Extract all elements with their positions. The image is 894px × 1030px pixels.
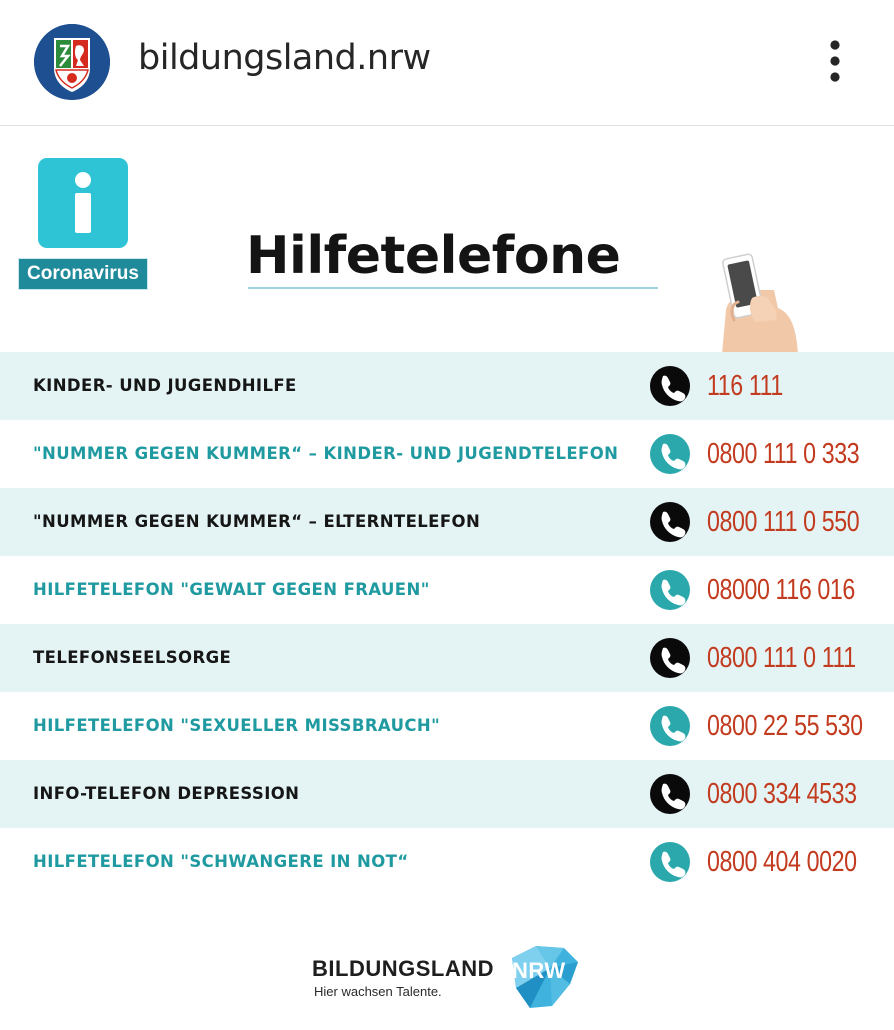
account-name[interactable]: bildungsland.nrw [138, 38, 431, 78]
hotline-label: "NUMMER GEGEN KUMMER“ – ELTERNTELEFON [33, 512, 481, 531]
hotline-row [0, 556, 894, 624]
phone-icon [650, 842, 690, 882]
hotline-label: KINDER- UND JUGENDHILFE [33, 376, 297, 395]
footer-brand: BILDUNGSLAND [312, 956, 494, 981]
hotline-number[interactable]: 116 111 [707, 370, 783, 402]
hotline-label: "NUMMER GEGEN KUMMER“ – KINDER- UND JUGENDTELEFON [33, 444, 619, 463]
hand-holding-phone-icon [716, 250, 802, 354]
top-app-bar [0, 0, 894, 126]
nrw-coat-of-arms-icon[interactable] [34, 24, 110, 100]
phone-icon [650, 366, 690, 406]
hotline-label: INFO-TELEFON DEPRESSION [33, 784, 300, 803]
phone-icon [650, 570, 690, 610]
footer-mark-text: NRW [512, 958, 566, 983]
hotline-number[interactable]: 0800 22 55 530 [707, 710, 863, 742]
phone-icon [650, 502, 690, 542]
headline-underline [248, 287, 658, 289]
hotline-row [0, 624, 894, 692]
hotline-number[interactable]: 0800 111 0 111 [707, 642, 856, 674]
hotline-number[interactable]: 0800 111 0 550 [707, 506, 860, 538]
badge-label: Coronavirus [18, 258, 148, 290]
hotline-list [0, 352, 894, 896]
headline: Hilfetelefone [246, 226, 621, 286]
hotline-label: TELEFONSEELSORGE [33, 648, 232, 667]
footer-slogan: Hier wachsen Talente. [314, 984, 442, 999]
hotline-label: HILFETELEFON "SEXUELLER MISSBRAUCH" [33, 716, 441, 735]
hotline-row [0, 828, 894, 896]
post-image [0, 126, 894, 1030]
phone-icon [650, 434, 690, 474]
info-icon [38, 158, 128, 248]
hotline-number[interactable]: 0800 404 0020 [707, 846, 857, 878]
hotline-row [0, 488, 894, 556]
phone-icon [650, 638, 690, 678]
bildungsland-nrw-logo [312, 944, 592, 1014]
hotline-row [0, 760, 894, 828]
coronavirus-badge [18, 158, 150, 288]
hotline-label: HILFETELEFON "SCHWANGERE IN NOT“ [33, 852, 409, 871]
hotline-row [0, 692, 894, 760]
hotline-number[interactable]: 0800 334 4533 [707, 778, 857, 810]
phone-icon [650, 706, 690, 746]
hotline-label: HILFETELEFON "GEWALT GEGEN FRAUEN" [33, 580, 430, 599]
hotline-number[interactable]: 0800 111 0 333 [707, 438, 860, 470]
hotline-row [0, 420, 894, 488]
phone-icon [650, 774, 690, 814]
more-vertical-icon[interactable] [818, 38, 852, 84]
hotline-number[interactable]: 08000 116 016 [707, 574, 855, 606]
hotline-row [0, 352, 894, 420]
